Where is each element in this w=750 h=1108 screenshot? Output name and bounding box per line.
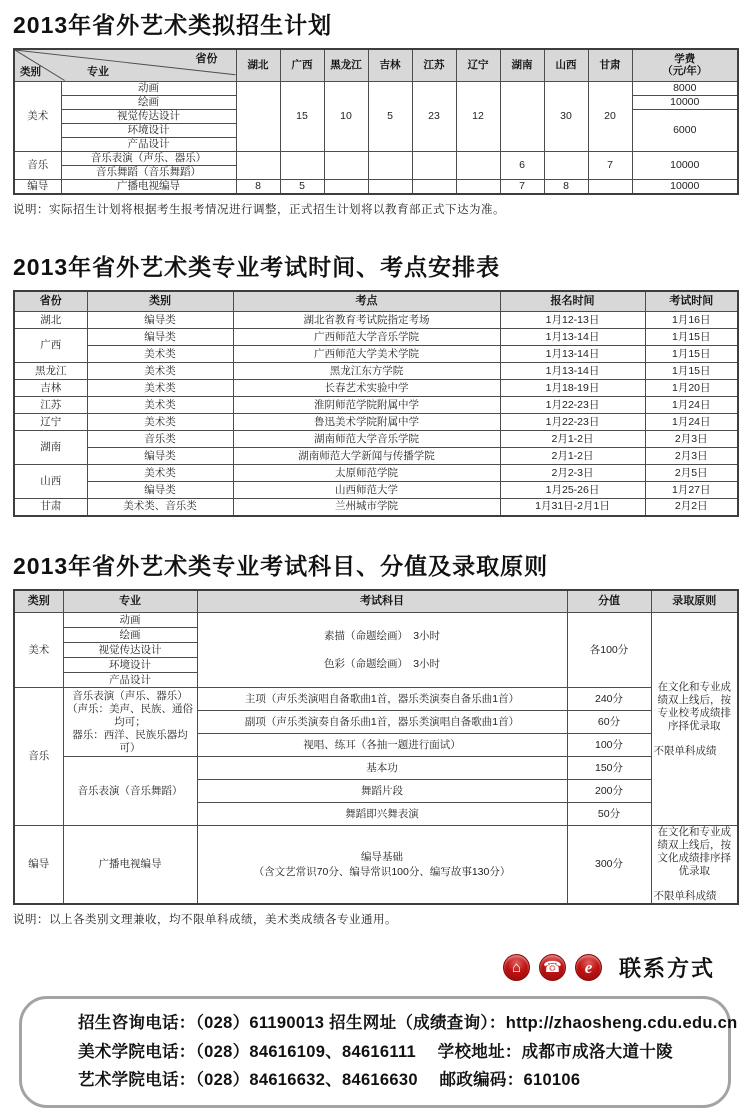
major-cell: 音乐表演（音乐舞蹈） — [63, 757, 197, 826]
major-cell: 动画 — [61, 81, 236, 95]
province-header: 辽宁 — [456, 49, 500, 81]
province-cell: 辽宁 — [14, 414, 87, 431]
admission-cell — [651, 826, 738, 905]
quota-cell: 8 — [236, 179, 280, 194]
exam-date-cell: 1月15日 — [645, 363, 738, 380]
quota-cell: 12 — [456, 81, 500, 151]
province-header: 黑龙江 — [324, 49, 368, 81]
category-cell: 美术 — [14, 81, 61, 151]
subjects-table — [13, 589, 739, 906]
quota-cell: 23 — [412, 81, 456, 151]
province-cell: 江苏 — [14, 397, 87, 414]
venue-cell: 山西师范大学 — [233, 482, 500, 499]
subject-line: （含文艺常识70分、编导常识100分、编写故事130分） — [253, 865, 511, 878]
province-header: 甘肃 — [588, 49, 632, 81]
venue-cell: 湖南师范大学新闻与传播学院 — [233, 448, 500, 465]
exam-date-cell: 1月24日 — [645, 414, 738, 431]
table-row — [14, 482, 738, 499]
quota-cell: 8 — [544, 179, 588, 194]
exam-date-cell: 2月5日 — [645, 465, 738, 482]
quota-cell: 7 — [500, 179, 544, 194]
table-row — [14, 499, 738, 516]
category-cell: 美术类、音乐类 — [87, 499, 233, 516]
schedule-title: 2013年省外艺术类专业考试时间、考点安排表 — [13, 253, 501, 280]
signup-date-cell: 1月22-23日 — [500, 397, 645, 414]
category-cell: 美术 — [14, 613, 63, 688]
column-header: 报名时间 — [500, 291, 645, 312]
major-cell: 产品设计 — [61, 137, 236, 151]
table-row — [14, 414, 738, 431]
major-cell: 广播电视编导 — [63, 826, 197, 905]
quota-cell — [456, 151, 500, 179]
venue-cell: 黑龙江东方学院 — [233, 363, 500, 380]
table-row — [14, 346, 738, 363]
column-header: 专业 — [63, 590, 197, 613]
province-cell: 山西 — [14, 465, 87, 499]
category-cell: 美术类 — [87, 465, 233, 482]
score-cell: 300分 — [567, 826, 651, 905]
subjects-note: 说明：以上各类别文理兼收，均不限单科成绩，美术类成绩各专业通用。 — [13, 914, 397, 926]
table-row — [14, 465, 738, 482]
category-cell: 音乐 — [14, 151, 61, 179]
table-row — [14, 688, 738, 711]
subject-cell: 舞蹈即兴舞表演 — [197, 803, 567, 826]
table-row — [14, 613, 738, 628]
score-cell: 150分 — [567, 757, 651, 780]
province-header: 广西 — [280, 49, 324, 81]
table-row — [14, 826, 738, 905]
province-cell: 吉林 — [14, 380, 87, 397]
score-cell: 200分 — [567, 780, 651, 803]
quota-cell — [368, 179, 412, 194]
table-row — [14, 312, 738, 329]
score-cell: 50分 — [567, 803, 651, 826]
signup-date-cell: 1月13-14日 — [500, 363, 645, 380]
signup-date-cell: 1月22-23日 — [500, 414, 645, 431]
quota-cell — [456, 179, 500, 194]
column-header: 录取原则 — [651, 590, 738, 613]
quota-cell: 5 — [280, 179, 324, 194]
major-cell: 音乐舞蹈（音乐舞蹈） — [61, 165, 236, 179]
phone-icon — [539, 954, 566, 981]
column-header: 类别 — [14, 590, 63, 613]
phone-glyph: ☎ — [543, 958, 562, 976]
signup-date-cell: 2月1-2日 — [500, 431, 645, 448]
venue-cell: 太原师范学院 — [233, 465, 500, 482]
major-cell: 环境设计 — [63, 658, 197, 673]
admission-text: 在文化和专业成绩双上线后，按专业校考成绩排序择优录取 — [657, 680, 731, 732]
plan-header-row — [14, 49, 738, 81]
subjects-header-row — [14, 590, 738, 613]
quota-cell — [544, 151, 588, 179]
schedule-table — [13, 290, 739, 517]
venue-cell: 广西师范大学美术学院 — [233, 346, 500, 363]
category-cell: 音乐 — [14, 688, 63, 826]
quota-cell: 10 — [324, 81, 368, 151]
tuition-header — [632, 49, 738, 81]
quota-cell — [324, 151, 368, 179]
province-cell: 湖北 — [14, 312, 87, 329]
column-header: 考点 — [233, 291, 500, 312]
province-header: 湖南 — [500, 49, 544, 81]
major-cell: 环境设计 — [61, 123, 236, 137]
exam-date-cell: 2月3日 — [645, 431, 738, 448]
major-cell: 视觉传达设计 — [61, 109, 236, 123]
quota-cell: 5 — [368, 81, 412, 151]
exam-date-cell: 1月20日 — [645, 380, 738, 397]
score-cell: 240分 — [567, 688, 651, 711]
venue-cell: 长春艺术实验中学 — [233, 380, 500, 397]
category-cell: 编导类 — [87, 312, 233, 329]
admission-text: 在文化和专业成绩双上线后，按文化成绩排序择优录取 — [657, 826, 731, 877]
subject-line: 色彩（命题绘画） 3小时 — [323, 657, 441, 670]
signup-date-cell: 2月1-2日 — [500, 448, 645, 465]
subject-cell: 主项（声乐类演唱自备歌曲1首，器乐类演奏自备乐曲1首） — [197, 688, 567, 711]
province-header: 吉林 — [368, 49, 412, 81]
contact-line-art-school: 美术学院电话：（028）84616109、84616111 学校地址：成都市成洛大道十陵 — [78, 1042, 673, 1061]
exam-date-cell: 1月15日 — [645, 346, 738, 363]
corner-major-label: 专业 — [87, 65, 109, 78]
signup-date-cell: 1月13-14日 — [500, 329, 645, 346]
tuition-cell: 10000 — [632, 151, 738, 179]
exam-date-cell: 1月24日 — [645, 397, 738, 414]
score-cell: 60分 — [567, 711, 651, 734]
subject-line: 编导基础 — [361, 850, 403, 863]
subject-cell — [197, 613, 567, 688]
category-cell: 美术类 — [87, 380, 233, 397]
venue-cell: 湖北省教育考试院指定考场 — [233, 312, 500, 329]
table-row — [14, 151, 738, 165]
major-line: 器乐：西洋、民族乐器均可） — [72, 728, 188, 754]
major-cell: 视觉传达设计 — [63, 643, 197, 658]
score-cell: 各100分 — [567, 613, 651, 688]
exam-date-cell: 1月27日 — [645, 482, 738, 499]
signup-date-cell: 1月31日-2月1日 — [500, 499, 645, 516]
province-cell: 湖南 — [14, 431, 87, 465]
category-cell: 音乐类 — [87, 431, 233, 448]
column-header: 省份 — [14, 291, 87, 312]
quota-cell — [368, 151, 412, 179]
subject-line: 素描（命题绘画） 3小时 — [323, 629, 441, 642]
subjects-title: 2013年省外艺术类专业考试科目、分值及录取原则 — [13, 552, 549, 579]
admission-cell — [651, 613, 738, 826]
quota-cell: 20 — [588, 81, 632, 151]
quota-cell: 7 — [588, 151, 632, 179]
table-row — [14, 431, 738, 448]
subject-cell: 视唱、练耳（各抽一题进行面试） — [197, 734, 567, 757]
venue-cell: 兰州城市学院 — [233, 499, 500, 516]
exam-date-cell: 1月16日 — [645, 312, 738, 329]
internet-glyph: e — [584, 957, 593, 977]
major-line: （声乐：美声、民族、通俗均可； — [67, 702, 193, 728]
tuition-cell: 10000 — [632, 95, 738, 109]
diagonal-header-cell — [14, 49, 236, 81]
schedule-header-row — [14, 291, 738, 312]
major-cell: 绘画 — [63, 628, 197, 643]
plan-title: 2013年省外艺术类拟招生计划 — [13, 12, 333, 38]
major-cell — [63, 688, 197, 757]
category-cell: 美术类 — [87, 363, 233, 380]
signup-date-cell: 1月25-26日 — [500, 482, 645, 499]
column-header: 考试时间 — [645, 291, 738, 312]
quota-cell — [588, 179, 632, 194]
category-cell: 美术类 — [87, 346, 233, 363]
major-cell: 产品设计 — [63, 673, 197, 688]
category-cell: 编导 — [14, 826, 63, 905]
tuition-header-line2: （元/年） — [662, 65, 708, 78]
plan-table — [13, 48, 739, 195]
exam-date-cell: 1月15日 — [645, 329, 738, 346]
major-line: 音乐表演（声乐、器乐） — [72, 689, 188, 702]
tuition-cell: 8000 — [632, 81, 738, 95]
province-header: 江苏 — [412, 49, 456, 81]
signup-date-cell: 1月12-13日 — [500, 312, 645, 329]
table-row — [14, 81, 738, 95]
major-cell: 音乐表演（声乐、器乐） — [61, 151, 236, 165]
venue-cell: 广西师范大学音乐学院 — [233, 329, 500, 346]
table-row — [14, 179, 738, 194]
contact-line-arts-school: 艺术学院电话：（028）84616632、84616630 邮政编码：610106 — [78, 1071, 581, 1089]
plan-note: 说明：实际招生计划将根据考生报考情况进行调整，正式招生计划将以教育部正式下达为准。 — [13, 203, 505, 216]
category-cell: 编导类 — [87, 448, 233, 465]
spacer — [200, 644, 565, 657]
score-cell: 100分 — [567, 734, 651, 757]
home-glyph: ⌂ — [511, 958, 522, 976]
category-cell: 美术类 — [87, 414, 233, 431]
home-icon — [503, 954, 530, 981]
tuition-cell: 10000 — [632, 179, 738, 194]
category-cell: 编导类 — [87, 329, 233, 346]
contact-line-admissions: 招生咨询电话：（028）61190013 招生网址（成绩查询）：http://zhaosheng.cdu.edu.cn — [78, 1014, 738, 1032]
quota-cell: 15 — [280, 81, 324, 151]
admission-text: 不限单科成绩 — [653, 890, 717, 902]
subject-cell: 副项（声乐类演奏自备乐曲1首，器乐类演唱自备歌曲1首） — [197, 711, 567, 734]
quota-cell — [324, 179, 368, 194]
quota-cell — [236, 81, 280, 151]
subject-cell: 舞蹈片段 — [197, 780, 567, 803]
quota-cell — [412, 179, 456, 194]
column-header: 分值 — [567, 590, 651, 613]
quota-cell — [236, 151, 280, 179]
internet-icon — [575, 954, 602, 981]
tuition-header-line1: 学费 — [674, 53, 696, 66]
major-cell: 广播电视编导 — [61, 179, 236, 194]
quota-cell: 30 — [544, 81, 588, 151]
table-row — [14, 448, 738, 465]
exam-date-cell: 2月3日 — [645, 448, 738, 465]
province-cell: 黑龙江 — [14, 363, 87, 380]
quota-cell: 6 — [500, 151, 544, 179]
table-row — [14, 757, 738, 780]
category-cell: 美术类 — [87, 397, 233, 414]
table-row — [14, 363, 738, 380]
contact-box — [19, 996, 738, 1108]
quota-cell — [500, 81, 544, 151]
exam-date-cell: 2月2日 — [645, 499, 738, 516]
venue-cell: 鲁迅美术学院附属中学 — [233, 414, 500, 431]
venue-cell: 淮阴师范学院附属中学 — [233, 397, 500, 414]
province-cell: 甘肃 — [14, 499, 87, 516]
table-row — [14, 380, 738, 397]
column-header: 类别 — [87, 291, 233, 312]
venue-cell: 湖南师范大学音乐学院 — [233, 431, 500, 448]
admission-text: 不限单科成绩 — [653, 744, 717, 757]
category-cell: 编导类 — [87, 482, 233, 499]
subject-cell: 基本功 — [197, 757, 567, 780]
major-cell: 绘画 — [61, 95, 236, 109]
contact-header-row — [13, 952, 737, 982]
province-header: 湖北 — [236, 49, 280, 81]
category-cell: 编导 — [14, 179, 61, 194]
table-row — [14, 397, 738, 414]
tuition-cell: 6000 — [632, 109, 738, 151]
contact-section-label: 联系方式 — [618, 955, 715, 981]
corner-category-label: 类别 — [20, 65, 41, 78]
signup-date-cell: 1月18-19日 — [500, 380, 645, 397]
major-cell: 动画 — [63, 613, 197, 628]
table-row — [14, 329, 738, 346]
subject-cell — [197, 826, 567, 905]
quota-cell — [280, 151, 324, 179]
column-header: 考试科目 — [197, 590, 567, 613]
corner-province-label: 省份 — [195, 53, 218, 65]
signup-date-cell: 1月13-14日 — [500, 346, 645, 363]
signup-date-cell: 2月2-3日 — [500, 465, 645, 482]
province-cell: 广西 — [14, 329, 87, 363]
quota-cell — [412, 151, 456, 179]
province-header: 山西 — [544, 49, 588, 81]
